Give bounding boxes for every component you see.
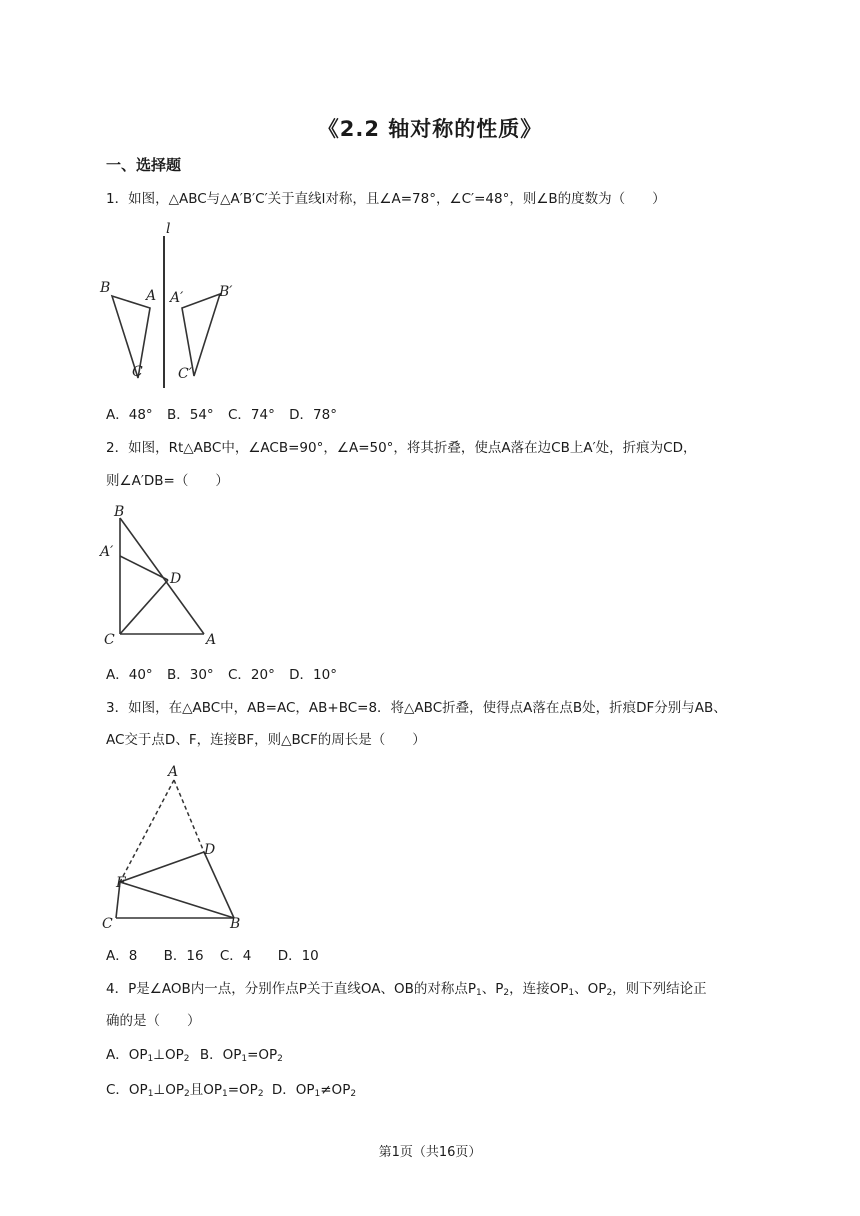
question-1-options	[106, 403, 337, 423]
question-2-options	[106, 663, 337, 683]
fig3-label-b: B	[230, 916, 241, 932]
q2-option-c: C．20°	[227, 667, 275, 683]
q1-option-c: C．74°	[227, 407, 275, 423]
question-4-line-2: 确的是（ ）	[106, 1013, 201, 1029]
question-2-line-1: 2．如图，Rt△ABC中，∠ACB=90°，∠A=50°，将其折叠，使点A落在边CB上A′处，折痕为CD，	[106, 440, 697, 456]
q4-option-c: C．$OP_1\perp OP_2$且$OP_1=OP_2$	[106, 1082, 264, 1099]
q4-option-b: B．$OP_1=OP_2$	[199, 1047, 283, 1064]
fig2-label-b: B	[114, 504, 125, 520]
fig2-label-a-prime: A′	[100, 544, 114, 560]
q2-option-a: A．40°	[106, 667, 153, 683]
q2-option-d: D．10°	[289, 667, 337, 683]
fig3-label-f: F	[116, 875, 126, 891]
question-1-figure	[98, 218, 238, 390]
fig3-label-c: C	[102, 916, 113, 932]
fig1-label-b-prime: B′	[219, 284, 233, 300]
fig2-label-d: D	[170, 571, 182, 587]
page-footer: 第1页（共16页）	[378, 1145, 482, 1160]
q1-option-b: B．54°	[166, 407, 214, 423]
fig1-label-c-prime: C′	[178, 366, 192, 382]
fig1-label-b: B	[100, 280, 111, 296]
q1-option-d: D．78°	[289, 407, 337, 423]
question-3-figure	[98, 762, 248, 934]
question-4-options-row-2	[106, 1079, 356, 1105]
fig1-label-a: A	[146, 288, 157, 304]
fig3-label-d: D	[204, 842, 216, 858]
fig3-label-a: A	[168, 764, 179, 780]
question-3-line-1: 3．如图，在△ABC中，AB=AC，AB+BC=8．将△ABC折叠，使得点A落在点B处，折痕DF分别与AB、	[106, 700, 727, 716]
fig1-label-line: l	[166, 221, 171, 237]
question-2-line-2: 则∠A′DB=（ ）	[106, 473, 229, 489]
question-4-line-1: 4．P是∠AOB内一点，分别作点P关于直线OA、OB的对称点$P_1$、$P_2$，连接$OP_1$、$OP_2$，则下列结论正	[106, 981, 707, 998]
section-heading: 一、选择题	[106, 156, 182, 174]
q3-option-b: B．16	[163, 948, 204, 964]
q3-option-c: C．4	[219, 948, 252, 964]
fig1-label-a-prime: A′	[170, 290, 184, 306]
fig2-label-c: C	[104, 632, 115, 648]
question-3-line-2: AC交于点D、F，连接BF，则△BCF的周长是（ ）	[106, 732, 426, 748]
fig2-label-a: A	[206, 632, 217, 648]
question-1-text: 1．如图，△ABC与△A′B′C′关于直线l对称，且∠A=78°，∠C′=48°，则∠B的度数为（ ）	[106, 191, 666, 207]
q1-option-a: A．48°	[106, 407, 153, 423]
fig1-label-c: C	[132, 364, 143, 380]
question-3-options	[106, 944, 319, 964]
q3-option-d: D．10	[277, 948, 319, 964]
q2-option-b: B．30°	[166, 667, 214, 683]
q3-option-a: A．8	[106, 948, 138, 964]
q4-option-d: D．$OP_1\ne OP_2$	[271, 1082, 357, 1099]
question-2-figure	[98, 502, 226, 648]
q4-option-a: A．$OP_1\perp OP_2$	[106, 1047, 190, 1064]
question-4-options-row-1	[106, 1044, 283, 1070]
page-title: 《2.2 轴对称的性质》	[317, 117, 543, 141]
